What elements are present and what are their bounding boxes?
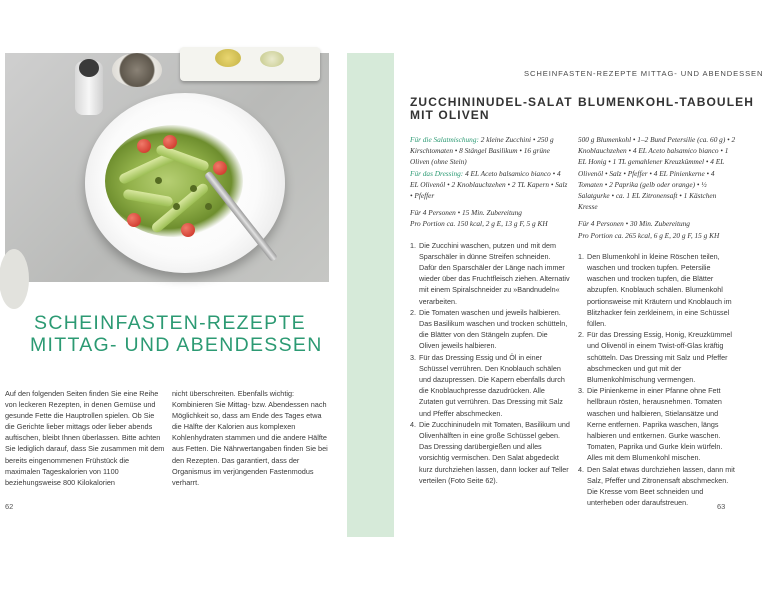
servings-time: Für 4 Personen • 15 Min. Zubereitung bbox=[410, 208, 522, 218]
oil-dish bbox=[215, 49, 241, 67]
step-number: 3. bbox=[410, 352, 416, 362]
step-text: Die Zucchininudeln mit Tomaten, Basilikum und Olivenhälften in eine große Schüssel geben. Das Dressing darübergießen und alles vorsichtig vermischen. Den Salat abgedeckt kurz durchziehen lassen, dann locker auf Teller verteilen (Foto Seite 62). bbox=[419, 419, 570, 485]
step-text: Die Zucchini waschen, putzen und mit dem Sparschäler in dünne Streifen schneiden. Dafür den Sparschäler der Länge nach immer wieder über das Fruchtfleisch ziehen. Alternativ mit einem Spiralschneider zu »Bandnudeln« verarbeiten. bbox=[419, 240, 570, 306]
pepper-bowl bbox=[112, 53, 162, 87]
pepper-mill-cap bbox=[79, 59, 99, 77]
recipe-meta bbox=[578, 218, 736, 240]
ingredients-list: 2 kleine Zucchini • 250 g Kirschtomaten • 8 Stängel Basilikum • 16 grüne Oliven (ohne Stein) bbox=[410, 135, 554, 167]
cherry-tomato bbox=[127, 213, 141, 227]
step-number: 4. bbox=[410, 419, 416, 429]
cherry-tomato bbox=[163, 135, 177, 149]
ingredients bbox=[410, 134, 570, 201]
cherry-tomato bbox=[213, 161, 227, 175]
ingredients-label: Für das Dressing: bbox=[410, 168, 464, 178]
olive bbox=[205, 203, 212, 210]
servings-time: Für 4 Personen • 30 Min. Zubereitung bbox=[578, 219, 690, 229]
step-number: 3. bbox=[578, 386, 584, 396]
recipe-step bbox=[410, 240, 570, 307]
ingredients-list: 4 EL Aceto balsamico bianco • 4 EL Olivenöl • 2 Knoblauchzehen • 2 TL Kapern • Salz • Pfeffer bbox=[410, 168, 568, 201]
olive bbox=[190, 185, 197, 192]
intro-text-column-2: nicht überschreiten. Ebenfalls wichtig: Kombinieren Sie Mittag- bzw. Abendessen nach Möglichkeit so, dass am Ende des Tages etwa die Hälfte der Kalorien aus komplexen Kohlenhydraten stammen und die andere Hälfte aus Fetten. Die Nährwertangaben finden Sie bei den Rezepten. Das garantiert, dass der Organismus im verjüngenden Fastenmodus verharrt. bbox=[172, 389, 328, 487]
recipe-steps bbox=[410, 240, 570, 486]
recipe-step bbox=[578, 329, 736, 385]
section-title-line: MITTAG- UND ABENDESSEN bbox=[30, 334, 323, 356]
recipe-steps bbox=[578, 251, 736, 509]
page-number: 63 bbox=[717, 502, 726, 511]
recipe-title-line: ZUCCHININUDEL-SALAT bbox=[410, 95, 573, 109]
recipe-step bbox=[578, 251, 736, 329]
recipe-step bbox=[578, 464, 736, 509]
recipe-step bbox=[578, 385, 736, 463]
vinegar-dish bbox=[260, 51, 284, 67]
recipe-title bbox=[578, 95, 754, 109]
step-number: 1. bbox=[410, 240, 416, 250]
page-number: 62 bbox=[5, 502, 14, 511]
step-text: Für das Dressing Essig und Öl in einer Schüssel verrühren. Den Knoblauch schälen und dazupressen. Die Kapern ebenfalls durch die Knoblauchpresse dazudrücken. Alle Zutaten gut verrühren. Das Dressing mit Salz und Pfeffer abschmecken. bbox=[419, 352, 565, 418]
right-page bbox=[347, 0, 763, 590]
cherry-tomato bbox=[137, 139, 151, 153]
step-text: Die Tomaten waschen und jeweils halbieren. Das Basilikum waschen und trocken schütteln, die Blätter von den Stängeln zupfen. Die Oliven jeweils halbieren. bbox=[419, 307, 568, 351]
left-page bbox=[0, 0, 347, 590]
section-title bbox=[30, 312, 323, 356]
step-text: Die Pinienkerne in einer Pfanne ohne Fett hellbraun rösten, herausnehmen. Tomaten waschen und halbieren, Stielansätze und Kerne entfernen. Paprika waschen, längs halbieren und entkernen. Gurke waschen. Tomaten, Paprika und Gurke klein würfeln. Alles mit dem Blumenkohl mischen. bbox=[587, 386, 723, 463]
recipe-title bbox=[410, 95, 573, 122]
serving-tray bbox=[180, 47, 320, 81]
step-text: Den Salat etwas durchziehen lassen, dann mit Salz, Pfeffer und Zitronensaft abschmecken. Die Kresse vom Beet schneiden und unterheben oder daraufstreuen. bbox=[587, 464, 735, 508]
step-text: Für das Dressing Essig, Honig, Kreuzkümmel und Olivenöl in einem Twist-off-Glas kräftig schütteln. Das Dressing mit Salz und Pfeffer abschmecken und gut mit der Blumenkohlmischung vermengen. bbox=[587, 330, 732, 385]
step-number: 4. bbox=[578, 464, 584, 474]
napkin bbox=[0, 249, 29, 309]
step-number: 2. bbox=[410, 307, 416, 317]
recipe-blumenkohl-tabouleh bbox=[578, 95, 754, 509]
cherry-tomato bbox=[181, 223, 195, 237]
intro-text-column-1: Auf den folgenden Seiten finden Sie eine Reihe von leckeren Rezepten, in denen Gemüse und gesunde Fette die Hauptrollen spielen. Ob Sie die Gerichte lieber mittags oder lieber abends auftischen, bleibt Ihnen überlassen. Bitte achten Sie lediglich darauf, dass Sie zusammen mit dem bereits eingenommenen Frühstück die maximalen Tageskalorien von 1100 beziehungsweise 800 Kilokalorien bbox=[5, 389, 165, 487]
step-number: 1. bbox=[578, 251, 584, 261]
nutrition: Pro Portion ca. 265 kcal, 6 g E, 20 g F, 15 g KH bbox=[578, 230, 720, 240]
ingredients-label: Für die Salatmischung: bbox=[410, 135, 479, 144]
section-title-line: SCHEINFASTEN-REZEPTE bbox=[34, 312, 306, 334]
step-text: Den Blumenkohl in kleine Röschen teilen, waschen und trocken tupfen. Petersilie waschen und trocken tupfen, die Blätter abzupfen. Knoblauch schälen. Blumenkohl portionsweise mit Kräutern und Knoblauch im Blitzhacker fein zerkleinern, in eine Schüssel füllen. bbox=[587, 251, 732, 329]
olive bbox=[155, 177, 162, 184]
recipe-step bbox=[410, 307, 570, 352]
salad-photo bbox=[5, 53, 329, 282]
recipe-title-line: MIT OLIVEN bbox=[410, 108, 490, 122]
recipe-step bbox=[410, 419, 570, 486]
mint-side-bar bbox=[347, 53, 394, 537]
recipe-step bbox=[410, 352, 570, 419]
recipe-meta bbox=[410, 207, 570, 229]
recipe-title-line: BLUMENKOHL-TABOULEH bbox=[578, 95, 754, 109]
olive bbox=[173, 203, 180, 210]
step-number: 2. bbox=[578, 330, 584, 340]
ingredients-list: 500 g Blumenkohl • 1–2 Bund Petersilie (ca. 60 g) • 2 Knoblauchzehen • 4 EL Aceto balsamico bianco • 1 EL Honig • 1 TL gemahlener Kreuzkümmel • 4 EL Olivenöl • Salz • Pfeffer • 4 EL Pinienkerne • 4 Tomaten • 2 Paprika (gelb oder orange) • ½ Salatgurke • ca. 1 EL Zitronensaft • 1 Kästchen Kresse bbox=[578, 135, 736, 212]
running-head: SCHEINFASTEN-REZEPTE MITTAG- UND ABENDESSEN bbox=[524, 69, 763, 78]
recipe-zucchininudel-salat bbox=[410, 95, 573, 486]
nutrition: Pro Portion ca. 150 kcal, 2 g E, 13 g F, 5 g KH bbox=[410, 219, 548, 229]
